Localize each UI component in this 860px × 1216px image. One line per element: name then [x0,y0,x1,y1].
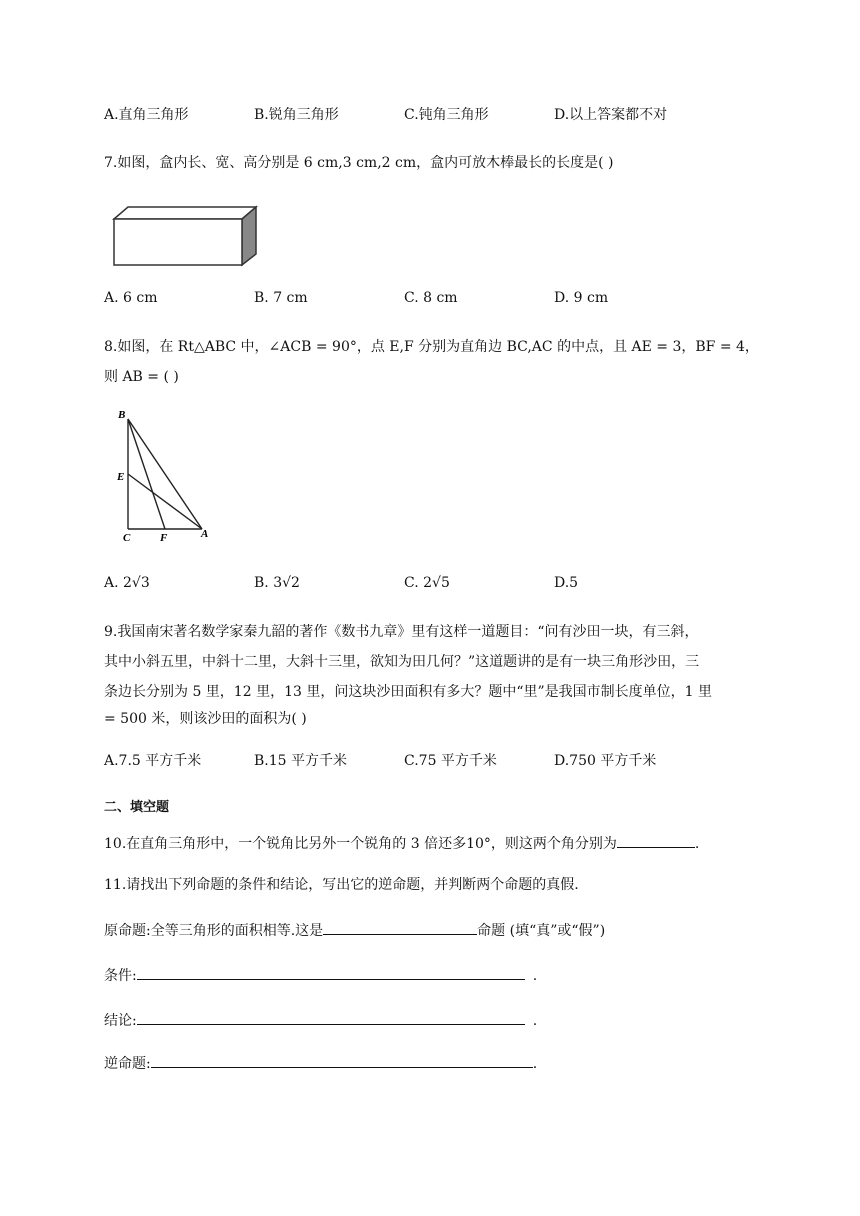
q9-option-c: C.75 平方千米 [404,753,497,769]
q11-truth-blank[interactable] [323,920,477,935]
q9-option-b: B.15 平方千米 [254,753,348,769]
q11-converse-line [104,1053,537,1073]
q8-stem-line2: 则 AB = ( ) [104,369,179,385]
q11-original-prefix: 原命题:全等三角形的面积相等.这是 [104,923,324,939]
q11-stem: 11.请找出下列命题的条件和结论，写出它的逆命题，并判断两个命题的真假. [104,877,579,893]
q9-line1: 9.我国南宋著名数学家秦九韶的著作《数书九章》里有这样一道题目：“问有沙田一块，有三斜， [104,624,699,640]
q6-option-d: D.以上答案都不对 [554,107,668,123]
section-title: 二、填空题 [104,800,170,815]
q10-line [104,833,699,853]
q9-option-a: A.7.5 平方千米 [104,753,202,769]
q8-option-a: A. 2√3 [104,575,150,591]
triangle-figure [112,405,222,545]
q11-conclusion-label: 结论: [104,1013,137,1029]
q7-option-a: A. 6 cm [104,290,158,306]
label-f: F [160,532,168,544]
q11-condition-line [104,965,537,985]
q11-conclusion-line [104,1010,537,1030]
q11-condition-label: 条件: [104,968,137,984]
q6-option-c: C.钝角三角形 [404,107,489,123]
label-e: E [117,471,125,483]
q8-option-b: B. 3√2 [254,575,300,591]
q11-conclusion-period: . [532,1013,538,1029]
q10-text: 10.在直角三角形中，一个锐角比另外一个锐角的 3 倍还多10°，则这两个角分别为 [104,836,617,852]
q7-option-c: C. 8 cm [404,290,458,306]
q11-original-line [104,920,605,940]
q7-option-d: D. 9 cm [554,290,609,306]
q11-original-suffix: 命题 (填“真”或“假”) [477,923,606,939]
q8-option-c: C. 2√5 [404,575,450,591]
q6-option-b: B.锐角三角形 [254,107,339,123]
q11-condition-blank[interactable] [137,965,525,980]
q9-line3: 条边长分别为 5 里，12 里，13 里，问这块沙田面积有多大？题中“里”是我国市制长度单位，1 里 [104,684,713,700]
box-figure [106,204,264,270]
q8-stem-line1: 8.如图，在 Rt△ABC 中，∠ACB = 90°，点 E,F 分别为直角边 BC,AC 的中点，且 AE = 3，BF = 4， [104,339,759,355]
q10-period: . [694,836,700,852]
q7-option-b: B. 7 cm [254,290,308,306]
q11-converse-label: 逆命题: [104,1056,151,1072]
q11-converse-period: . [532,1056,538,1072]
label-b: B [118,409,126,421]
q6-option-a: A.直角三角形 [104,107,189,123]
q9-option-d: D.750 平方千米 [554,753,657,769]
q11-converse-blank[interactable] [151,1053,533,1068]
label-c: C [123,532,131,544]
q9-line4: = 500 米，则该沙田的面积为( ) [104,711,307,727]
q7-stem: 7.如图，盒内长、宽、高分别是 6 cm,3 cm,2 cm，盒内可放木棒最长的长度是( ) [104,155,614,171]
q11-conclusion-blank[interactable] [137,1010,525,1025]
q9-line2: 其中小斜五里，中斜十二里，大斜十三里，欲知为田几何？”这道题讲的是有一块三角形沙田，三 [104,654,700,670]
q10-answer-blank[interactable] [617,833,695,848]
q8-option-d: D.5 [554,575,579,591]
label-a: A [201,528,209,540]
q11-condition-period: . [532,968,538,984]
